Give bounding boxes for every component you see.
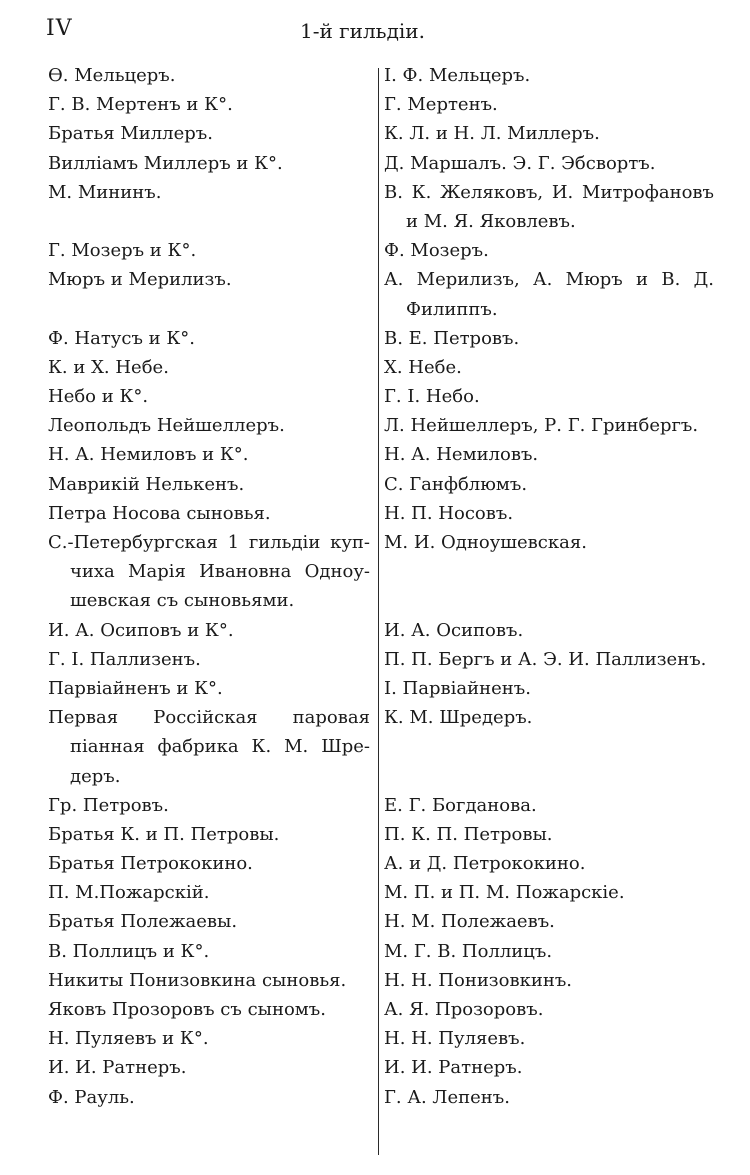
owner-entry xyxy=(384,791,714,820)
owner-entry xyxy=(384,353,714,382)
owner-entry xyxy=(384,324,714,353)
owner-line: И. А. Осиповъ. xyxy=(384,619,524,641)
owner-entry xyxy=(384,674,714,703)
owner-line: М. И. Одноушевская. xyxy=(384,532,587,553)
owner-line: С. Ганфблюмъ. xyxy=(384,473,528,495)
owner-entry xyxy=(384,1083,714,1112)
owner-entry xyxy=(384,440,714,469)
firm-line: Г. В. Мертенъ и К°. xyxy=(48,94,233,116)
owner-line: П. П. Бергъ и А. Э. И. Паллизенъ. xyxy=(384,648,707,670)
firm-entry xyxy=(48,674,370,703)
firm-line: И. И. Ратнеръ. xyxy=(48,1057,187,1079)
firm-entry xyxy=(48,119,370,148)
owner-line: Н. П. Носовъ. xyxy=(384,502,514,524)
firm-line: П. М.Пожарскій. xyxy=(48,882,210,904)
firm-line: Братья Петрококино. xyxy=(48,853,253,875)
firm-entry xyxy=(48,616,370,645)
owner-entry xyxy=(384,1024,714,1053)
firm-line: Н. А. Немиловъ и К°. xyxy=(48,444,249,466)
owner-line: Л. Нейшеллеръ, Р. Г. Гринбергъ. xyxy=(384,415,699,437)
owner-entry xyxy=(384,265,714,323)
owner-line: А. Мерилизъ, А. Мюръ и В. Д. xyxy=(384,269,714,291)
owner-entry xyxy=(384,528,714,616)
firm-entry xyxy=(48,849,370,878)
owner-line: и М. Я. Яковлевъ. xyxy=(406,210,576,232)
owner-entry xyxy=(384,966,714,995)
firm-line: Ѳ. Мельцеръ. xyxy=(48,65,176,86)
firm-entry xyxy=(48,1053,370,1082)
firm-entry xyxy=(48,178,370,236)
owner-line: В. К. Желяковъ, И. Митрофановъ xyxy=(384,181,714,203)
owner-line: М. Г. В. Поллицъ. xyxy=(384,940,553,962)
owner-line: А. Я. Прозоровъ. xyxy=(384,999,544,1020)
firm-line: Мюръ и Мерилизъ. xyxy=(48,269,232,291)
firm-line: піанная фабрика К. М. Шре- xyxy=(70,736,370,758)
owner-entry xyxy=(384,907,714,936)
firm-line: Парвіайненъ и К°. xyxy=(48,677,223,699)
owner-line: Х. Небе. xyxy=(384,356,462,378)
owner-entry xyxy=(384,703,714,791)
owner-entry xyxy=(384,499,714,528)
firm-line xyxy=(48,295,370,324)
firm-entry xyxy=(48,90,370,119)
firm-line: М. Мининъ. xyxy=(48,181,162,203)
owner-line: Н. А. Немиловъ. xyxy=(384,444,539,466)
firm-line: Ф. Рауль. xyxy=(48,1086,135,1108)
owner-line: К. М. Шредеръ. xyxy=(384,707,533,729)
owner-line: Ф. Мозеръ. xyxy=(384,240,489,262)
firm-line: чиха Марія Ивановна Одноу- xyxy=(70,561,370,583)
firm-line: Н. Пуляевъ и К°. xyxy=(48,1028,209,1050)
owner-line: К. Л. и Н. Л. Миллеръ. xyxy=(384,123,600,145)
owner-line: I. Ф. Мельцеръ. xyxy=(384,65,531,86)
firm-entry xyxy=(48,528,370,616)
owner-line: Е. Г. Богданова. xyxy=(384,794,537,816)
firm-entry xyxy=(48,382,370,411)
firm-entry xyxy=(48,499,370,528)
owner-line: Н. Н. Понизовкинъ. xyxy=(384,969,573,991)
firm-entry xyxy=(48,878,370,907)
firm-entry xyxy=(48,907,370,936)
owner-line: Филиппъ. xyxy=(406,298,498,320)
firm-entry xyxy=(48,703,370,791)
firm-line: деръ. xyxy=(70,765,121,787)
firm-entry xyxy=(48,265,370,323)
owner-line: Н. Н. Пуляевъ. xyxy=(384,1028,526,1050)
firm-entry xyxy=(48,236,370,265)
firm-line: Братья Полежаевы. xyxy=(48,911,238,933)
firm-line: И. А. Осиповъ и К°. xyxy=(48,619,234,641)
owner-entry xyxy=(384,149,714,178)
owner-line: А. и Д. Петрококино. xyxy=(384,853,586,875)
owner-line: В. Е. Петровъ. xyxy=(384,327,520,349)
owner-entry xyxy=(384,411,714,440)
owner-entry xyxy=(384,937,714,966)
firm-line: Г. Мозеръ и К°. xyxy=(48,240,197,262)
owner-entry xyxy=(384,995,714,1024)
firm-line: Братья Миллеръ. xyxy=(48,123,213,145)
firm-line: Братья К. и П. Петровы. xyxy=(48,823,280,845)
firm-line: В. Поллицъ и К°. xyxy=(48,940,210,962)
firm-entry xyxy=(48,995,370,1024)
owner-entry xyxy=(384,849,714,878)
firm-entry xyxy=(48,411,370,440)
running-head: 1-й гильдіи. xyxy=(300,19,425,43)
firm-entry xyxy=(48,324,370,353)
owner-entry xyxy=(384,236,714,265)
owner-line: Г. I. Небо. xyxy=(384,386,480,408)
firm-entry xyxy=(48,1083,370,1112)
owner-line: Д. Маршалъ. Э. Г. Эбсвортъ. xyxy=(384,152,656,174)
owner-line: I. Парвіайненъ. xyxy=(384,677,531,699)
firm-line: Петра Носова сыновья. xyxy=(48,502,271,524)
firm-entry xyxy=(48,353,370,382)
owner-line: Н. М. Полежаевъ. xyxy=(384,911,555,933)
firm-entry xyxy=(48,440,370,469)
firm-line: Вилліамъ Миллеръ и К°. xyxy=(48,152,283,174)
owner-entry xyxy=(384,470,714,499)
firm-entry xyxy=(48,645,370,674)
firm-line: Ф. Натусъ и К°. xyxy=(48,327,195,349)
firm-line: Никиты Понизовкина сыновья. xyxy=(48,969,347,991)
firm-line: Гр. Петровъ. xyxy=(48,794,169,816)
owner-entry xyxy=(384,645,714,674)
column-divider xyxy=(378,68,379,1155)
firm-entry xyxy=(48,937,370,966)
owner-line xyxy=(384,762,714,791)
owner-line: Г. Мертенъ. xyxy=(384,94,498,116)
firm-names-column xyxy=(48,61,370,1112)
firm-entry xyxy=(48,1024,370,1053)
owner-entry xyxy=(384,119,714,148)
firm-entry xyxy=(48,791,370,820)
owner-entry xyxy=(384,90,714,119)
owner-line: И. И. Ратнеръ. xyxy=(384,1057,523,1079)
firm-line: К. и Х. Небе. xyxy=(48,356,169,378)
owner-entry xyxy=(384,61,714,90)
owner-line xyxy=(384,586,714,615)
firm-entry xyxy=(48,61,370,90)
owner-entry xyxy=(384,616,714,645)
owner-line xyxy=(384,732,714,761)
firm-entry xyxy=(48,470,370,499)
firm-line: шевская съ сыновьями. xyxy=(70,590,295,612)
firm-line: Маврикій Нелькенъ. xyxy=(48,473,245,495)
owner-line: П. К. П. Петровы. xyxy=(384,823,553,845)
firm-line: Небо и К°. xyxy=(48,386,149,408)
firm-line: Яковъ Прозоровъ съ сыномъ. xyxy=(48,999,326,1020)
owner-entry xyxy=(384,178,714,236)
firm-line: Первая Россійская паровая xyxy=(48,707,370,729)
firm-entry xyxy=(48,820,370,849)
firm-line: Леопольдъ Нейшеллеръ. xyxy=(48,415,285,437)
firm-line: Г. I. Паллизенъ. xyxy=(48,648,201,670)
owners-column xyxy=(384,61,714,1112)
owner-entry xyxy=(384,878,714,907)
owner-line xyxy=(384,557,714,586)
owner-entry xyxy=(384,382,714,411)
page-number: IV xyxy=(46,16,73,41)
owner-line: М. П. и П. М. Пожарскіе. xyxy=(384,882,625,904)
firm-entry xyxy=(48,149,370,178)
firm-entry xyxy=(48,966,370,995)
owner-entry xyxy=(384,1053,714,1082)
firm-line xyxy=(48,207,370,236)
owner-entry xyxy=(384,820,714,849)
owner-line: Г. А. Лепенъ. xyxy=(384,1086,510,1108)
firm-line: С.-Петербургская 1 гильдіи куп- xyxy=(48,532,370,553)
